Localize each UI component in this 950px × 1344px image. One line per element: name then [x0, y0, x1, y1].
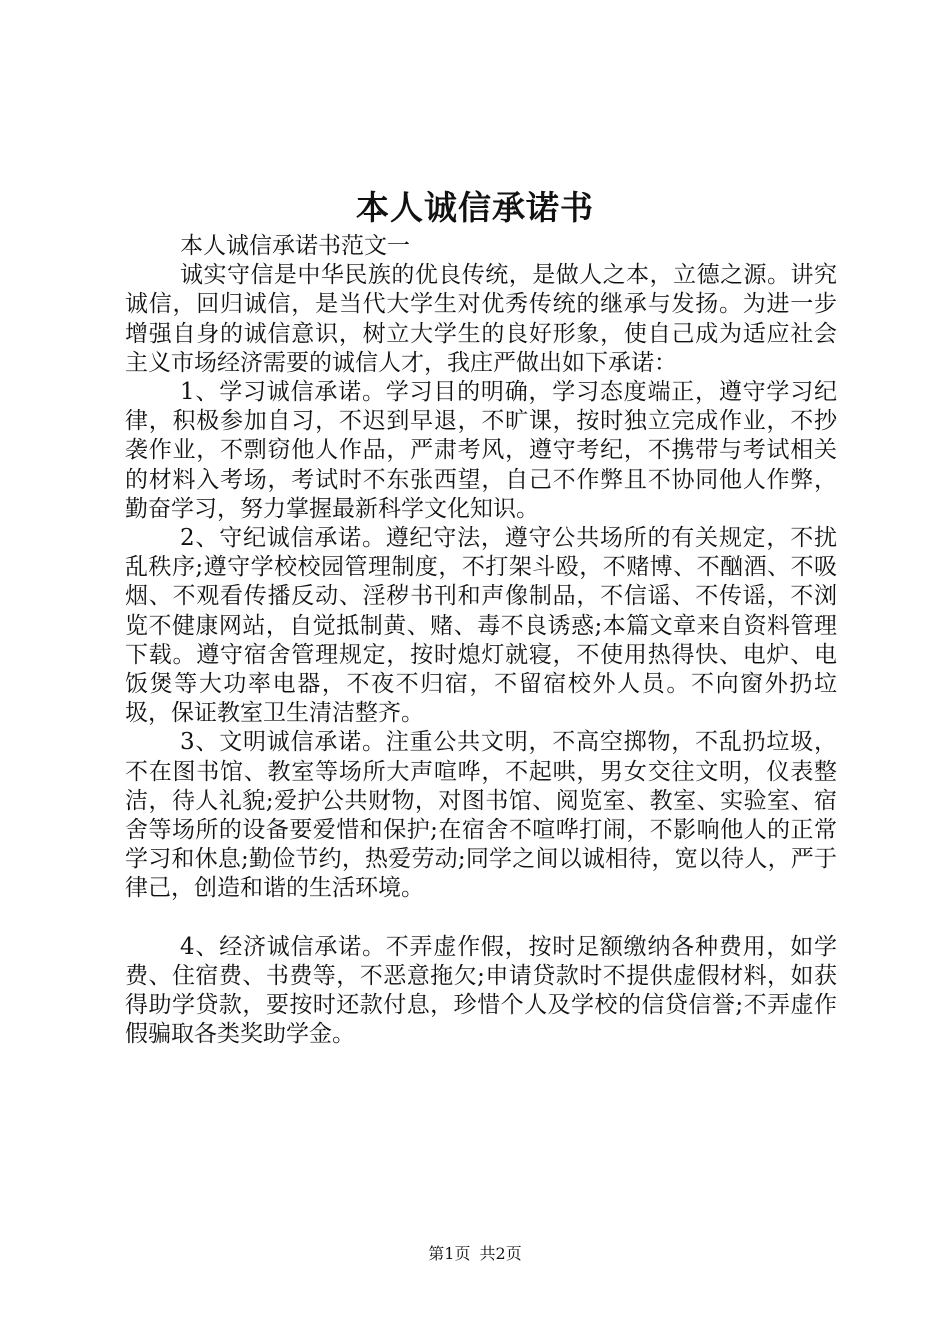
document-title: 本人诚信承诺书	[356, 188, 594, 227]
paragraph-subtitle: 本人诚信承诺书范文一	[180, 233, 410, 259]
page-footer	[0, 1243, 950, 1265]
paragraph-civility-pledge: 3、文明诚信承诺。注重公共文明，不高空掷物，不乱扔垃圾，不在图书馆、教室等场所大声喧哗，不起哄，男女交往文明，仪表整洁，待人礼貌;爱护公共财物，对图书馆、阅览室、教室、实验室、宿舍等场所的设备要爱惜和保护;在宿舍不喧哗打闹，不影响他人的正常学习和休息;勤俭节约，热爱劳动;同学之间以诚相待，宽以待人，严于律己，创造和谐的生活环境。	[125, 729, 837, 902]
paragraph-intro: 诚实守信是中华民族的优良传统，是做人之本，立德之源。讲究诚信，回归诚信，是当代大学生对优秀传统的继承与发扬。为进一步增强自身的诚信意识，树立大学生的良好形象，使自己成为适应社会主义市场经济需要的诚信人才，我庄严做出如下承诺：	[125, 262, 837, 376]
page-total: 共2页	[479, 1244, 522, 1263]
page-number: 第1页	[428, 1244, 471, 1263]
paragraph-study-pledge: 1、学习诚信承诺。学习目的明确，学习态度端正，遵守学习纪律，积极参加自习，不迟到早退，不旷课，按时独立完成作业，不抄袭作业，不剽窃他人作品，严肃考风，遵守考纪，不携带与考试相关的材料入考场，考试时不东张西望，自己不作弊且不协同他人作弊，勤奋学习，努力掌握最新科学文化知识。	[125, 379, 837, 522]
paragraph-discipline-pledge: 2、守纪诚信承诺。遵纪守法，遵守公共场所的有关规定，不扰乱秩序;遵守学校校园管理制度，不打架斗殴，不赌博、不酗酒、不吸烟、不观看传播反动、淫秽书刊和声像制品，不信谣、不传谣，不浏览不健康网站，自觉抵制黄、赌、毒不良诱惑;本篇文章来自资料管理下载。遵守宿舍管理规定，按时熄灯就寝，不使用热得快、电炉、电饭煲等大功率电器，不夜不归宿，不留宿校外人员。不向窗外扔垃圾，保证教室卫生清洁整齐。	[125, 525, 837, 727]
document-body	[125, 232, 837, 1049]
paragraph-economic-pledge: 4、经济诚信承诺。不弄虚作假，按时足额缴纳各种费用，如学费、住宿费、书费等，不恶意拖欠;申请贷款时不提供虚假材料，如获得助学贷款，要按时还款付息，珍惜个人及学校的信贷信誉;不弄虚作假骗取各类奖助学金。	[125, 933, 837, 1048]
